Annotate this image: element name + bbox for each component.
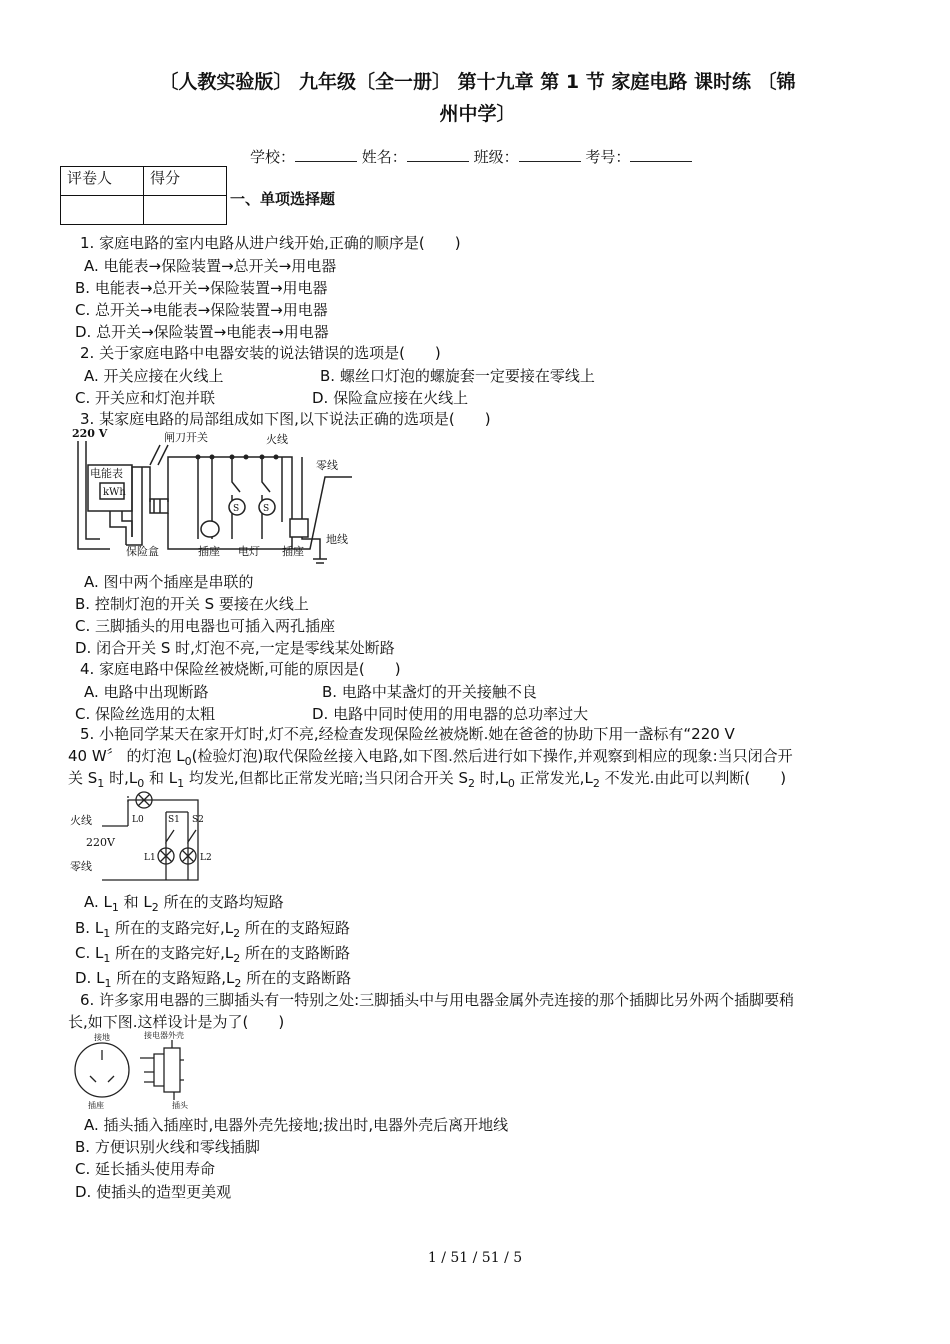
name-blank[interactable] bbox=[407, 147, 469, 162]
q6-ground-label: 接地 bbox=[94, 1033, 110, 1042]
q4-option-b[interactable]: B. 电路中某盏灯的开关接触不良 bbox=[322, 683, 537, 701]
q3-switch-s2-label: S bbox=[263, 504, 270, 514]
q1-stem: 1. 家庭电路的室内电路从进户线开始,正确的顺序是( ) bbox=[80, 234, 461, 252]
student-info: 学校： 姓名： 班级： 考号： bbox=[250, 146, 692, 167]
page-footer: 1 / 51 / 51 / 5 bbox=[427, 1250, 523, 1266]
q3-ground-label: 地线 bbox=[326, 533, 348, 546]
q5-option-d[interactable]: D. $L_1$ 所在的支路短路$,L_2$ 所在的支路断路 bbox=[75, 969, 352, 990]
q3-option-a[interactable]: A. 图中两个插座是串联的 bbox=[84, 573, 254, 591]
q5-circuit-figure bbox=[68, 790, 218, 886]
q3-neutral-label: 零线 bbox=[316, 459, 338, 472]
q6-socket-label: 插座 bbox=[88, 1101, 104, 1110]
q5-s2-label: S2 bbox=[192, 815, 204, 825]
score-cell[interactable] bbox=[144, 196, 227, 225]
q5-option-c[interactable]: C. $L_1$ 所在的支路完好$,L_2$ 所在的支路断路 bbox=[75, 944, 351, 965]
q6-option-c[interactable]: C. 延长插头使用寿命 bbox=[75, 1160, 216, 1178]
q6-stem-line1: 6. 许多家用电器的三脚插头有一特别之处:三脚插头中与用电器金属外壳连接的那个插脚比另外两个插脚要稍 bbox=[80, 991, 795, 1009]
q3-option-d[interactable]: D. 闭合开关 S 时,灯泡不亮,一定是零线某处断路 bbox=[75, 639, 395, 657]
q1-option-b[interactable]: B. 电能表→总开关→保险装置→用电器 bbox=[75, 279, 328, 297]
q3-option-b[interactable]: B. 控制灯泡的开关 S 要接在火线上 bbox=[75, 595, 309, 613]
page-title: 〔人教实验版〕 九年级〔全一册〕 第十九章 第 1 节 家庭电路 课时练 〔锦 州中学〕 bbox=[159, 71, 796, 125]
q5-stem-line2: 40 W〞 的灯泡 $L_0$(检验灯泡)取代保险丝接入电路,如下图.然后进行如下操作,并观察到相应的现象:当只闭合开 bbox=[68, 747, 793, 768]
q5-live-label: 火线 bbox=[70, 814, 92, 827]
q4-option-a[interactable]: A. 电路中出现断路 bbox=[84, 683, 209, 701]
school-blank[interactable] bbox=[295, 147, 357, 162]
q3-socket1-label: 插座 bbox=[198, 545, 220, 558]
q3-knife-switch-label: 闸刀开关 bbox=[164, 431, 208, 444]
q5-stem-line3: 关 $S_1$ 时$,L_0$ 和 $L_1$ 均发光,但都比正常发光暗;当只闭合开关 $S_2$ 时$,L_0$ 正常发光$,L_2$ 不发光.由此可以判断( ) bbox=[68, 769, 787, 790]
score-table: 评卷人 得分 bbox=[60, 166, 227, 225]
grader-cell[interactable] bbox=[61, 196, 144, 225]
q3-fuse-label: 保险盒 bbox=[126, 545, 159, 558]
q1-option-a[interactable]: A. 电能表→保险装置→总开关→用电器 bbox=[84, 257, 337, 275]
q2-option-c[interactable]: C. 开关应和灯泡并联 bbox=[75, 389, 216, 407]
q2-option-a[interactable]: A. 开关应接在火线上 bbox=[84, 367, 224, 385]
q3-switch-s1-label: S bbox=[233, 504, 240, 514]
q3-stem: 3. 某家庭电路的局部组成如下图,以下说法正确的选项是( ) bbox=[80, 410, 491, 428]
q4-stem: 4. 家庭电路中保险丝被烧断,可能的原因是( ) bbox=[80, 660, 401, 678]
q5-option-b[interactable]: B. $L_1$ 所在的支路完好$,L_2$ 所在的支路短路 bbox=[75, 919, 350, 940]
q5-s1-label: S1 bbox=[168, 815, 180, 825]
q3-voltage-label: 220 V bbox=[72, 427, 108, 440]
q3-circuit-figure bbox=[70, 427, 360, 567]
q3-live-label: 火线 bbox=[266, 433, 288, 446]
q6-plug-label: 插头 bbox=[172, 1101, 188, 1110]
q5-stem-line1: 5. 小艳同学某天在家开灯时,灯不亮,经检查发现保险丝被烧断.她在爸爸的协助下用一盏标有“220 V bbox=[80, 725, 735, 743]
q3-option-c[interactable]: C. 三脚插头的用电器也可插入两孔插座 bbox=[75, 617, 336, 635]
q1-option-d[interactable]: D. 总开关→保险装置→电能表→用电器 bbox=[75, 323, 329, 341]
section-heading: 一、单项选择题 bbox=[230, 190, 336, 208]
q6-option-d[interactable]: D. 使插头的造型更美观 bbox=[75, 1183, 232, 1201]
q5-l1-label: L1 bbox=[144, 853, 156, 863]
q4-option-c[interactable]: C. 保险丝选用的太粗 bbox=[75, 705, 216, 723]
q2-option-b[interactable]: B. 螺丝口灯泡的螺旋套一定要接在零线上 bbox=[320, 367, 595, 385]
q6-case-label: 接电器外壳 bbox=[144, 1031, 184, 1040]
number-blank[interactable] bbox=[630, 147, 692, 162]
q6-option-a[interactable]: A. 插头插入插座时,电器外壳先接地;拔出时,电器外壳后离开地线 bbox=[84, 1116, 509, 1134]
class-blank[interactable] bbox=[519, 147, 581, 162]
q3-kwh-label: kWh bbox=[103, 487, 126, 498]
q5-l0-label: L0 bbox=[132, 815, 144, 825]
q3-lamp-label: 电灯 bbox=[238, 545, 260, 558]
q5-l2-label: L2 bbox=[200, 853, 212, 863]
q5-neutral-label: 零线 bbox=[70, 860, 92, 873]
q6-option-b[interactable]: B. 方便识别火线和零线插脚 bbox=[75, 1138, 260, 1156]
q6-plug-socket-figure bbox=[70, 1030, 200, 1112]
q5-voltage-label: 220V bbox=[86, 836, 115, 849]
q5-option-a[interactable]: A. $L_1$ 和 $L_2$ 所在的支路均短路 bbox=[84, 893, 284, 914]
q2-option-d[interactable]: D. 保险盒应接在火线上 bbox=[312, 389, 469, 407]
q3-meter-label: 电能表 bbox=[90, 467, 123, 480]
q2-stem: 2. 关于家庭电路中电器安装的说法错误的选项是( ) bbox=[80, 344, 441, 362]
q3-socket2-label: 插座 bbox=[282, 545, 304, 558]
q4-option-d[interactable]: D. 电路中同时使用的用电器的总功率过大 bbox=[312, 705, 589, 723]
q6-stem-line2: 长,如下图.这样设计是为了( ) bbox=[68, 1013, 285, 1031]
q1-option-c[interactable]: C. 总开关→电能表→保险装置→用电器 bbox=[75, 301, 328, 319]
